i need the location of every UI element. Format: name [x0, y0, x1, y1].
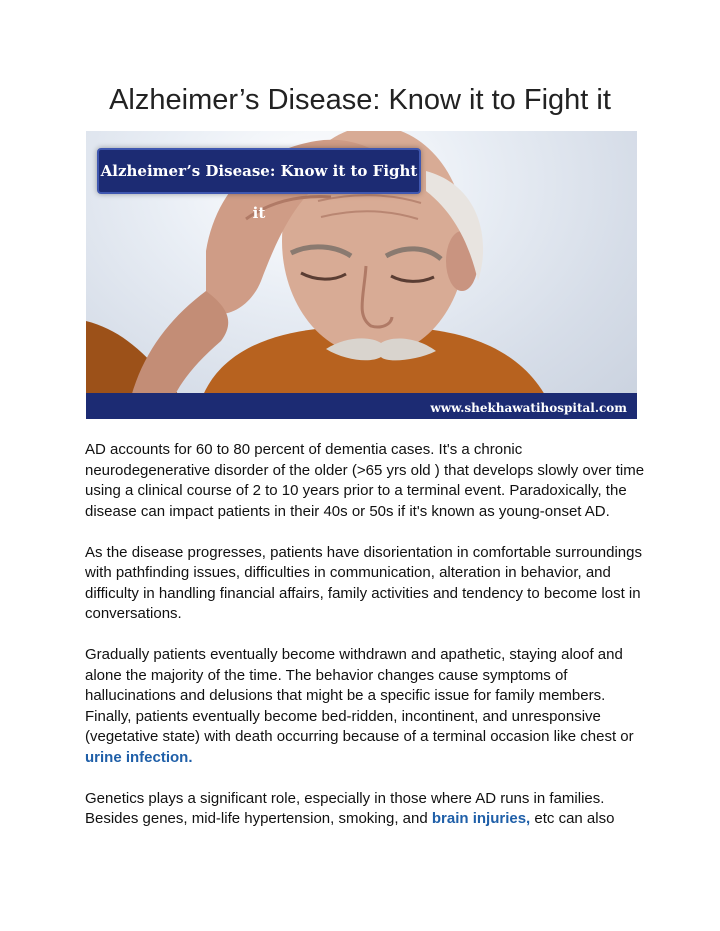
paragraph-4-text: Genetics plays a significant role, especially in those where AD runs in families. Besides genes, mid-life hypertension, smoking, and	[85, 789, 605, 827]
image-banner: Alzheimer’s Disease: Know it to Fight it	[97, 148, 421, 194]
article-body	[85, 440, 645, 850]
paragraph-4	[85, 789, 645, 830]
paragraph-2: As the disease progresses, patients have disorientation in comfortable surroundings with pathfinding issues, difficulties in communication, alteration in behavior, and difficulty in handling financial affairs, family activities and tendency to become lost in conversations.	[85, 543, 642, 622]
paragraph-3-text: Gradually patients eventually become withdrawn and apathetic, staying aloof and alone the majority of the time. The behavior changes cause symptoms of hallucinations and delusions that might be a specific issue for family members. Finally, patients eventually become bed-ridden, incontinent, and unresponsive (vegetative state) with death occurring because of a terminal occasion like chest or	[85, 646, 634, 745]
hero-image	[86, 131, 637, 419]
paragraph-3	[85, 645, 645, 768]
image-url-text: www.shekhawatihospital.com	[430, 401, 627, 415]
paragraph-4-tail: etc can also	[530, 810, 615, 827]
urine-infection-link[interactable]: urine infection.	[85, 748, 193, 766]
brain-injuries-link[interactable]: brain injuries,	[431, 810, 531, 827]
paragraph-1: AD accounts for 60 to 80 percent of dementia cases. It's a chronic neurodegenerative disorder of the older (>65 yrs old ) that develops slowly over time using a clinical course of 2 to 10 years prior to a terminal event. Paradoxically, the disease can impact patients in their 40s or 50s if it's known as young-onset AD.	[85, 441, 645, 520]
page-title: Alzheimer’s Disease: Know it to Fight it	[109, 84, 611, 116]
